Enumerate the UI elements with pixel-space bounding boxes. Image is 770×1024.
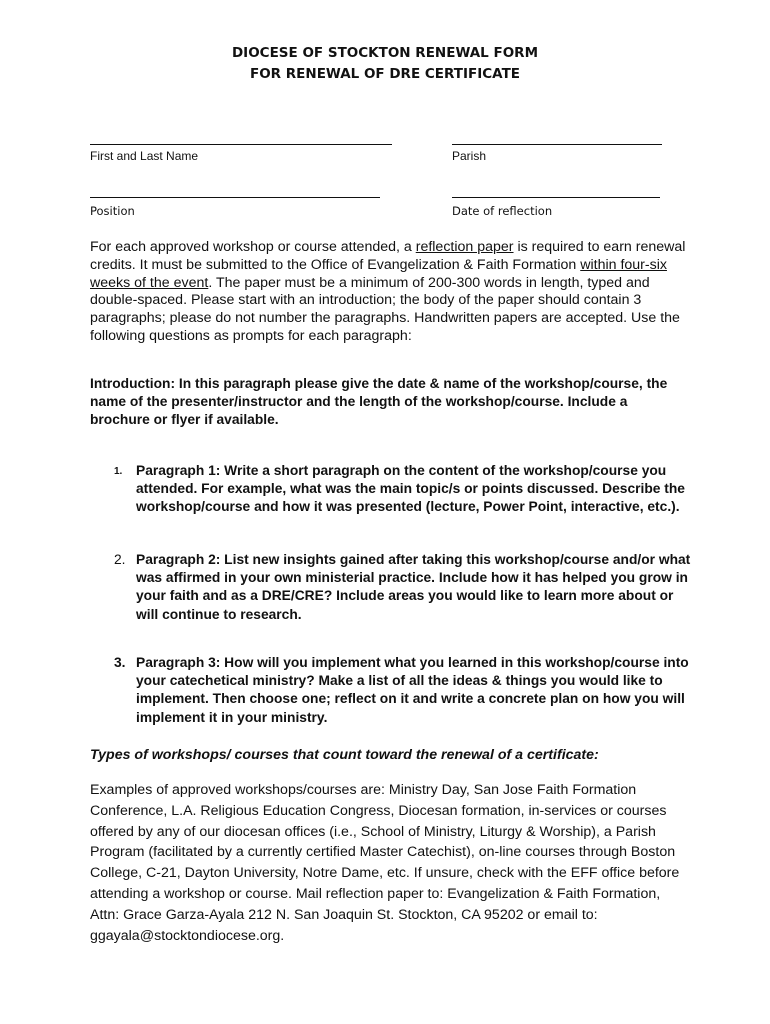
- first-last-name-label: First and Last Name: [90, 149, 199, 163]
- parish-label: Parish: [452, 149, 487, 163]
- title-line-2: FOR RENEWAL OF DRE CERTIFICATE: [249, 66, 521, 82]
- paragraph-1-text: Paragraph 1: Write a short paragraph on the content of the workshop/course you attended. For example, what was the main topic/s or points discussed. Describe the workshop/course and how it was presented (lecture, Power Point, interactive, etc.).: [136, 463, 685, 515]
- paragraph-3-text: Paragraph 3: How will you implement what you learned in this workshop/course into your catechetical ministry? Make a list of all the ideas & things you would like to implement. Then choose one; reflect on it and write a concrete plan on how you will implement it in your ministry.: [136, 655, 689, 725]
- paragraph-2-prompt: [114, 551, 694, 624]
- examples-paragraph: Examples of approved workshops/courses are: Ministry Day, San Jose Faith Formation Conference, L.A. Religious Education Congress, Diocesan formation, in-services or courses offered by any of our diocesan offices (i.e., School of Ministry, Liturgy & Worship), a Parish Program (facilitated by a currently certified Master Catechist), on-line courses through Boston College, C-21, Dayton University, Notre Dame, etc. If unsure, check with the EFF office before attending a workshop or course. Mail reflection paper to: Evangelization & Faith Formation, Attn: Grace Garza-Ayala 212 N. San Joaquin St. Stockton, CA 95202 or email to: ggayala@stocktondiocese.org.: [90, 782, 680, 944]
- paragraph-3-prompt: [114, 654, 694, 727]
- position-label: Position: [90, 204, 135, 218]
- intro-text-1: For each approved workshop or course attended, a: [90, 239, 416, 255]
- submission-deadline: within four-six weeks of the event: [90, 256, 667, 291]
- date-of-reflection-field[interactable]: [452, 197, 660, 198]
- date-of-reflection-label: Date of reflection: [452, 204, 553, 218]
- reflection-paper-term: reflection paper: [415, 239, 514, 255]
- types-heading: Types of workshops/ courses that count toward the renewal of a certificate:: [90, 747, 599, 763]
- intro-text-2: is required to earn renewal credits. It must be submitted to the Office of Evangelization & Faith Formation: [90, 239, 686, 273]
- paragraph-2-number: 2.: [114, 552, 126, 567]
- form-title: [0, 43, 770, 85]
- position-field[interactable]: [90, 197, 380, 198]
- paragraph-3-number: 3.: [114, 655, 126, 670]
- instructions-paragraph: [90, 239, 690, 346]
- intro-text-3: . The paper must be a minimum of 200-300 words in length, typed and double-spaced. Please start with an introduction; the body of the paper should contain 3 paragraphs; please do not number the paragraphs. Handwritten papers are accepted. Use the following questions as prompts for each paragraph:: [90, 274, 680, 344]
- paragraph-2-text: Paragraph 2: List new insights gained after taking this workshop/course and/or what was affirmed in your own ministerial practice. Include how it has helped you grow in your faith and as a DRE/CRE? Include areas you would like to learn more about or will continue to research.: [136, 552, 691, 622]
- introduction-prompt: Introduction: In this paragraph please give the date & name of the workshop/course, the name of the presenter/instructor and the length of the workshop/course. Include a brochure or flyer if available.: [90, 376, 668, 428]
- title-line-1: DIOCESE OF STOCKTON RENEWAL FORM: [231, 45, 539, 61]
- paragraph-1-number: 1.: [114, 466, 123, 477]
- parish-field[interactable]: [452, 144, 662, 145]
- first-last-name-field[interactable]: [90, 144, 392, 145]
- paragraph-1-prompt: [114, 462, 694, 517]
